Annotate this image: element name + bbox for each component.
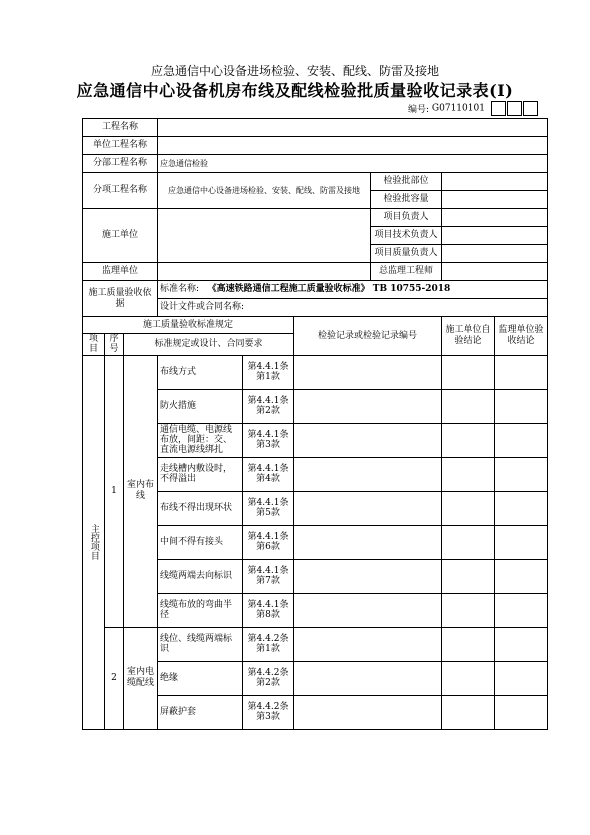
item-supervision-check-field[interactable] [495,491,548,525]
form-code [408,101,539,116]
document-subtitle: 应急通信中心设备进场检验、安装、配线、防雷及接地 [150,64,439,78]
item-record-field[interactable] [294,423,442,457]
main-control-label: 主控项目 [83,355,105,729]
item-record-field[interactable] [294,661,442,695]
item-clause: 第4.4.1条第1款 [243,355,294,389]
item-record-field[interactable] [294,559,442,593]
item-supervision-check-field[interactable] [495,559,548,593]
item-self-check-field[interactable] [442,695,495,729]
field-standard [158,281,548,299]
label-item-project: 分项工程名称 [83,173,158,209]
item-supervision-check-field[interactable] [495,457,548,491]
inspection-item-row [83,355,548,389]
item-self-check-field[interactable] [442,559,495,593]
label-sub-project: 分部工程名称 [83,155,158,173]
item-clause: 第4.4.1条第7款 [243,559,294,593]
field-inspect-part[interactable] [442,173,548,191]
code-boxes [491,101,539,116]
item-self-check-field[interactable] [442,661,495,695]
item-description: 绝缘 [158,661,243,695]
item-record-field[interactable] [294,355,442,389]
item-self-check-field[interactable] [442,423,495,457]
label-chief-supervisor: 总监理工程师 [371,263,442,281]
field-chief-supervisor[interactable] [442,263,548,281]
item-description: 线位、线缆两端标识 [158,627,243,661]
item-description: 布线不得出现环状 [158,491,243,525]
item-description: 中间不得有接头 [158,525,243,559]
item-record-field[interactable] [294,491,442,525]
label-inspect-capacity: 检验批容量 [371,191,442,209]
item-clause: 第4.4.1条第2款 [243,389,294,423]
header-seq: 序号 [105,334,124,356]
code-box[interactable] [507,101,522,116]
item-self-check-field[interactable] [442,389,495,423]
item-supervision-check-field[interactable] [495,627,548,661]
standard-label: 标准名称: [160,284,200,295]
code-box[interactable] [523,101,538,116]
item-clause: 第4.4.1条第5款 [243,491,294,525]
item-supervision-check-field[interactable] [495,593,548,627]
item-self-check-field[interactable] [442,355,495,389]
item-clause: 第4.4.1条第4款 [243,457,294,491]
item-description: 线缆两端去向标识 [158,559,243,593]
field-construction-unit[interactable] [158,209,371,263]
group-seq: 1 [105,355,124,627]
item-supervision-check-field[interactable] [495,355,548,389]
item-self-check-field[interactable] [442,491,495,525]
item-self-check-field[interactable] [442,593,495,627]
item-clause: 第4.4.2条第1款 [243,627,294,661]
code-box[interactable] [491,101,506,116]
label-tech-manager: 项目技术负责人 [371,227,442,245]
item-clause: 第4.4.1条第3款 [243,423,294,457]
item-supervision-check-field[interactable] [495,389,548,423]
item-supervision-check-field[interactable] [495,661,548,695]
item-description: 屏蔽护套 [158,695,243,729]
label-unit-project: 单位工程名称 [83,137,158,155]
group-name: 室内布线 [124,355,158,627]
item-self-check-field[interactable] [442,525,495,559]
document-title: 应急通信中心设备机房布线及配线检验批质量验收记录表(Ⅰ) [76,81,514,100]
code-value: G07110101 [431,103,485,114]
field-supervision-unit[interactable] [158,263,371,281]
field-inspect-capacity[interactable] [442,191,548,209]
label-inspect-part: 检验批部位 [371,173,442,191]
field-tech-manager[interactable] [442,227,548,245]
item-supervision-check-field[interactable] [495,695,548,729]
item-record-field[interactable] [294,389,442,423]
header-supervision-check: 监理单位验收结论 [495,317,548,356]
label-supervision-unit: 监理单位 [83,263,158,281]
item-self-check-field[interactable] [442,457,495,491]
code-label: 编号: [408,105,430,115]
field-unit-project[interactable] [158,137,548,155]
item-clause: 第4.4.1条第6款 [243,525,294,559]
field-project-manager[interactable] [442,209,548,227]
item-record-field[interactable] [294,627,442,661]
item-clause: 第4.4.2条第2款 [243,661,294,695]
item-record-field[interactable] [294,457,442,491]
header-self-check: 施工单位自验结论 [442,317,495,356]
field-design-doc[interactable]: 设计文件或合同名称: [158,299,548,317]
label-project-name: 工程名称 [83,119,158,137]
item-description: 通信电缆、电源线布放，间距：交、直流电源线绑扎 [158,423,243,457]
group-seq: 2 [105,627,124,729]
header-acceptance-spec: 施工质量验收标准规定 [83,317,294,334]
standard-name: 《高速铁路通信工程施工质量验收标准》 TB 10755-2018 [207,284,451,295]
label-construction-unit: 施工单位 [83,209,158,263]
item-description: 布线方式 [158,355,243,389]
item-clause: 第4.4.1条第8款 [243,593,294,627]
acceptance-record-table [82,118,548,730]
label-quality-basis: 施工质量验收依据 [83,281,158,317]
group-name: 室内电缆配线 [124,627,158,729]
header-item: 项目 [83,334,105,356]
item-description: 走线槽内敷设时，不得溢出 [158,457,243,491]
item-self-check-field[interactable] [442,627,495,661]
field-quality-manager[interactable] [442,245,548,263]
item-clause: 第4.4.2条第3款 [243,695,294,729]
inspection-item-row [83,627,548,661]
item-record-field[interactable] [294,695,442,729]
label-quality-manager: 项目质量负责人 [371,245,442,263]
item-supervision-check-field[interactable] [495,525,548,559]
item-description: 防火措施 [158,389,243,423]
label-project-manager: 项目负责人 [371,209,442,227]
field-item-project[interactable]: 应急通信中心设备进场检验、安装、配线、防雷及接地 [158,173,371,209]
header-record: 检验记录或检验记录编号 [294,317,442,356]
item-supervision-check-field[interactable] [495,423,548,457]
item-description: 线缆布放的弯曲半径 [158,593,243,627]
item-record-field[interactable] [294,593,442,627]
field-project-name[interactable] [158,119,548,137]
header-requirement: 标准规定或设计、合同要求 [124,334,294,356]
item-record-field[interactable] [294,525,442,559]
field-sub-project[interactable]: 应急通信检验 [158,155,548,173]
